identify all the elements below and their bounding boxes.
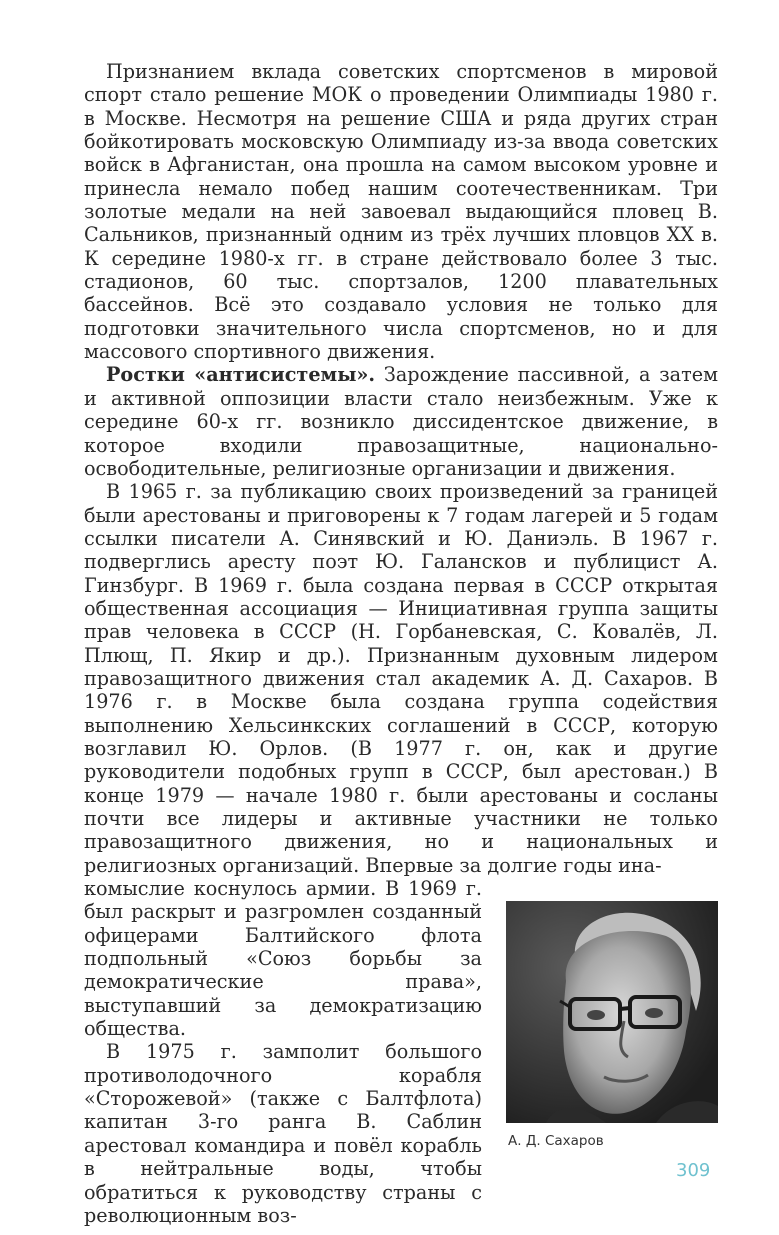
paragraph-sablin: В 1975 г. замполит большого противолодочного корабля «Сторожевой» (также с Балтфлота) капитан 3-го ранга В. Саблин арестовал командира и повёл корабль в нейтральные воды, чтобы обратиться к руководству страны с революционным воз- (84, 1040, 482, 1227)
figure-caption: А. Д. Сахаров (508, 1133, 604, 1150)
page-number: 309 (676, 1160, 711, 1181)
paragraph-dissidents-continued: комыслие коснулось армии. В 1969 г. был раскрыт и разгромлен созданный офицерами Балтийского флота подпольный «Союз борьбы за демократические права», выступавший за демократизацию общества. (84, 877, 482, 1041)
portrait-photo (506, 901, 718, 1123)
narrow-column (84, 877, 482, 1227)
paragraph-antisystem (84, 363, 718, 480)
main-text (84, 60, 718, 877)
section-heading: Ростки «антисистемы». (106, 363, 376, 387)
paragraph-olympics: Признанием вклада советских спортсменов в мировой спорт стало решение МОК о проведении Олимпиады 1980 г. в Москве. Несмотря на решение США и ряда других стран бойкотировать московскую Олимпиаду из-за ввода советских войск в Афганистан, она прошла на самом высоком уровне и принесла немало побед нашим соотечественникам. Три золотые медали на ней завоевал выдающийся пловец В. Сальников, признанный одним из трёх лучших пловцов XX в. К середине 1980-х гг. в стране действовало более 3 тыс. стадионов, 60 тыс. спортзалов, 1200 плавательных бассейнов. Всё это создавало условия не только для подготовки значительного числа спортсменов, но и для массового спортивного движения. (84, 60, 718, 364)
paragraph-dissidents: В 1965 г. за публикацию своих произведений за границей были арестованы и приговорены к 7 годам лагерей и 5 годам ссылки писатели А. Синявский и Ю. Даниэль. В 1967 г. подверглись аресту поэт Ю. Галансков и публицист А. Гинзбург. В 1969 г. была создана первая в СССР открытая общественная ассоциация — Инициативная группа защиты прав человека в СССР (Н. Горбаневская, С. Ковалёв, Л. Плющ, П. Якир и др.). Признанным духовным лидером правозащитного движения стал академик А. Д. Сахаров. В 1976 г. в Москве была создана группа содействия выполнению Хельсинкских соглашений в СССР, которую возглавил Ю. Орлов. (В 1977 г. он, как и другие руководители подобных групп в СССР, был арестован.) В конце 1979 — начале 1980 г. были арестованы и сосланы почти все лидеры и активные участники не только правозащитного движения, но и национальных и религиозных организаций. Впервые за долгие годы ина- (84, 480, 718, 877)
paragraph-antisystem-text: Зарождение пассивной, а затем и активной оппозиции власти стало неизбежным. Уже к середине 60-х гг. возникло диссидентское движение, в которое входили правозащитные, национально-освободительные, религиозные организации и движения. (84, 363, 718, 480)
figure-sakharov (506, 901, 718, 1149)
